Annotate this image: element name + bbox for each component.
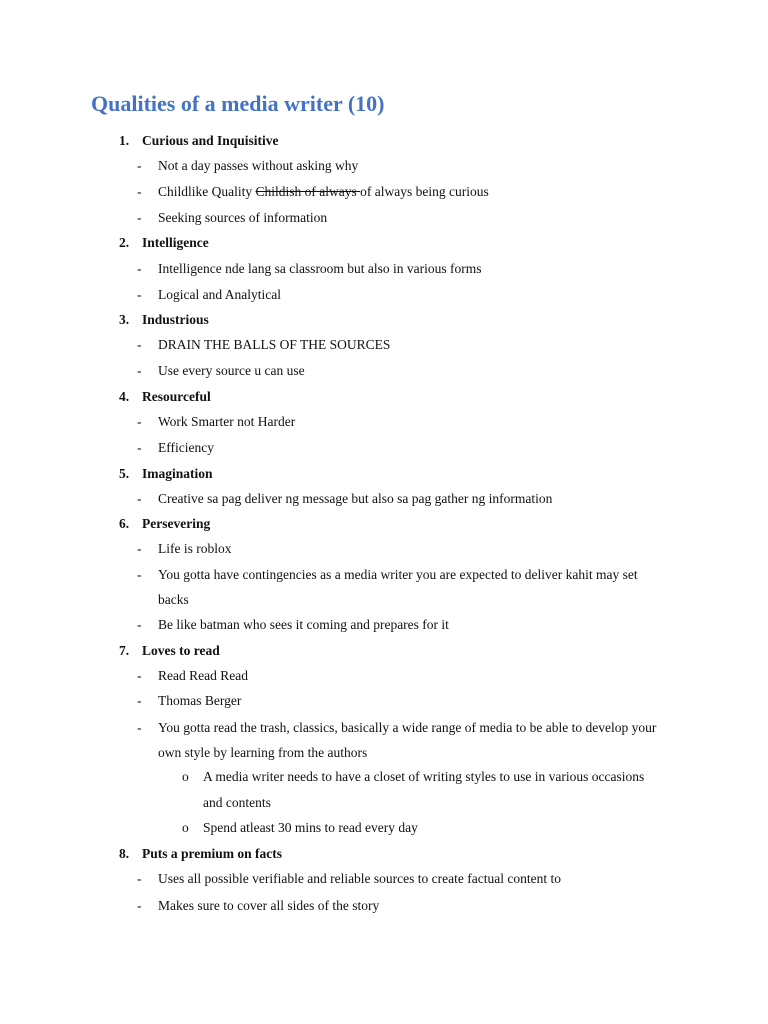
item-number: 1. xyxy=(119,133,130,148)
dash-marker: - xyxy=(137,414,142,429)
item-heading: Curious and Inquisitive xyxy=(142,133,279,148)
item-number: 2. xyxy=(119,235,130,250)
dash-marker: - xyxy=(137,440,142,455)
dash-marker: - xyxy=(137,210,142,225)
bullet-text: Use every source u can use xyxy=(158,363,305,378)
bullet-text: You gotta read the trash, classics, basically a wide range of media to be able to develop your xyxy=(158,720,657,735)
item-heading: Loves to read xyxy=(142,643,220,658)
dash-marker: - xyxy=(137,184,142,199)
bullet-text: Logical and Analytical xyxy=(158,287,281,302)
bullet-text: Be like batman who sees it coming and prepares for it xyxy=(158,617,449,632)
item-heading: Resourceful xyxy=(142,389,211,404)
dash-marker: - xyxy=(137,871,142,886)
bullet-text: Efficiency xyxy=(158,440,214,455)
dash-marker: - xyxy=(137,541,142,556)
strikethrough-text: Childish of always xyxy=(255,184,361,199)
circle-marker: o xyxy=(182,820,189,835)
bullet-text: Intelligence nde lang sa classroom but also in various forms xyxy=(158,261,482,276)
dash-marker: - xyxy=(137,363,142,378)
bullet-text: DRAIN THE BALLS OF THE SOURCES xyxy=(158,337,391,352)
bullet-text: Creative sa pag deliver ng message but also sa pag gather ng information xyxy=(158,491,553,506)
dash-marker: - xyxy=(137,617,142,632)
dash-marker: - xyxy=(137,898,142,913)
bullet-text: You gotta have contingencies as a media writer you are expected to deliver kahit may set xyxy=(158,567,638,582)
dash-marker: - xyxy=(137,337,142,352)
bullet-text: Read Read Read xyxy=(158,668,248,683)
item-number: 7. xyxy=(119,643,130,658)
item-number: 5. xyxy=(119,466,130,481)
sub-bullet-text: and contents xyxy=(203,795,271,810)
item-number: 8. xyxy=(119,846,130,861)
bullet-text-part: of always being curious xyxy=(360,184,489,199)
item-heading: Persevering xyxy=(142,516,211,531)
page-title: Qualities of a media writer (10) xyxy=(91,91,385,116)
item-number: 3. xyxy=(119,312,130,327)
bullet-text-part: Childlike Quality xyxy=(158,184,256,199)
item-number: 4. xyxy=(119,389,130,404)
dash-marker: - xyxy=(137,567,142,582)
bullet-text: Life is roblox xyxy=(158,541,232,556)
item-heading: Industrious xyxy=(142,312,209,327)
dash-marker: - xyxy=(137,158,142,173)
bullet-text: Seeking sources of information xyxy=(158,210,328,225)
bullet-text: Makes sure to cover all sides of the story xyxy=(158,898,380,913)
bullet-text: Not a day passes without asking why xyxy=(158,158,359,173)
item-heading: Puts a premium on facts xyxy=(142,846,282,861)
dash-marker: - xyxy=(137,720,142,735)
item-heading: Intelligence xyxy=(142,235,209,250)
bullet-text: own style by learning from the authors xyxy=(158,745,368,760)
item-number: 6. xyxy=(119,516,130,531)
dash-marker: - xyxy=(137,261,142,276)
sub-bullet-text: A media writer needs to have a closet of writing styles to use in various occasions xyxy=(203,769,645,784)
item-heading: Imagination xyxy=(142,466,213,481)
dash-marker: - xyxy=(137,287,142,302)
bullet-text: Work Smarter not Harder xyxy=(158,414,296,429)
dash-marker: - xyxy=(137,693,142,708)
bullet-text: Thomas Berger xyxy=(158,693,242,708)
bullet-text xyxy=(158,183,489,201)
bullet-text: backs xyxy=(158,592,189,607)
bullet-text: Uses all possible verifiable and reliable sources to create factual content to xyxy=(158,871,561,886)
circle-marker: o xyxy=(182,769,189,784)
dash-marker: - xyxy=(137,668,142,683)
dash-marker: - xyxy=(137,491,142,506)
sub-bullet-text: Spend atleast 30 mins to read every day xyxy=(203,820,418,835)
